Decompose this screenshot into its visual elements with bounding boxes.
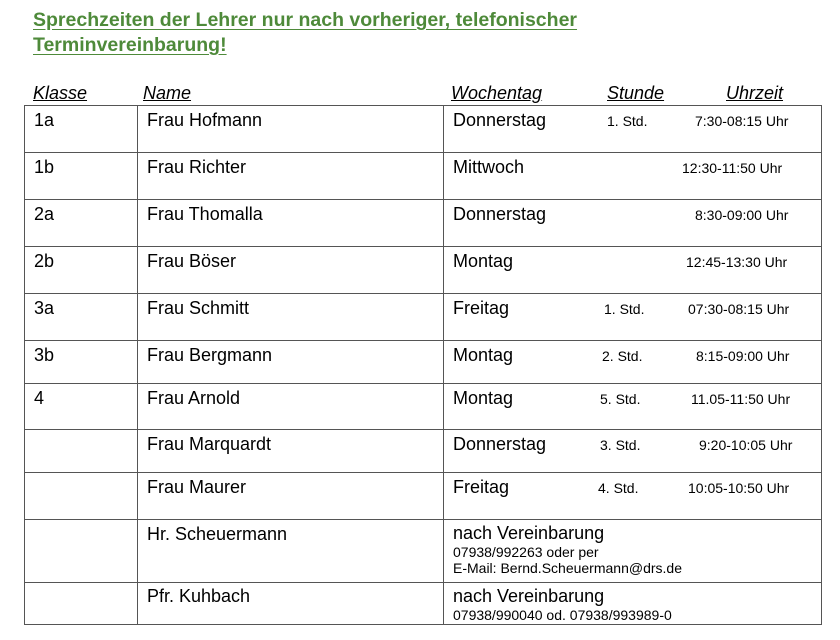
name-cell: Frau Richter bbox=[147, 157, 247, 177]
wochentag-cell: Donnerstag bbox=[453, 110, 547, 130]
contact-line-2: 07938/992263 oder per bbox=[453, 544, 599, 560]
name-cell: Frau Maurer bbox=[147, 477, 247, 497]
name-cell: Frau Hofmann bbox=[147, 110, 263, 130]
klasse-cell: 1b bbox=[34, 157, 55, 177]
title-line-1: Sprechzeiten der Lehrer nur nach vorheriger, telefonischer bbox=[33, 9, 578, 31]
name-cell: Hr. Scheuermann bbox=[147, 524, 288, 544]
stunde-cell: 3. Std. bbox=[600, 437, 641, 453]
klasse-cell: 4 bbox=[34, 388, 45, 408]
klasse-cell: 3a bbox=[34, 298, 55, 318]
header-uhrzeit: Uhrzeit bbox=[726, 83, 784, 103]
klasse-cell: 1a bbox=[34, 110, 55, 130]
name-cell: Pfr. Kuhbach bbox=[147, 586, 251, 606]
wochentag-cell: Montag bbox=[453, 251, 514, 271]
table-row bbox=[25, 430, 822, 473]
uhrzeit-cell: 8:15-09:00 Uhr bbox=[696, 348, 790, 364]
uhrzeit-cell: 7:30-08:15 Uhr bbox=[695, 113, 789, 129]
table-row bbox=[25, 341, 822, 384]
header-stunde: Stunde bbox=[607, 83, 665, 103]
contact-note bbox=[453, 585, 672, 623]
table-row bbox=[25, 473, 822, 520]
uhrzeit-cell: 10:05-10:50 Uhr bbox=[688, 480, 790, 496]
name-cell: Frau Marquardt bbox=[147, 434, 272, 454]
table-row bbox=[25, 106, 822, 153]
stunde-cell: 2. Std. bbox=[602, 348, 643, 364]
wochentag-cell: Mittwoch bbox=[453, 157, 525, 177]
header-klasse: Klasse bbox=[33, 83, 88, 103]
uhrzeit-cell: 9:20-10:05 Uhr bbox=[699, 437, 793, 453]
table-row bbox=[25, 520, 822, 583]
wochentag-cell: Montag bbox=[453, 345, 514, 365]
klasse-cell: 2b bbox=[34, 251, 55, 271]
contact-line-2: 07938/990040 od. 07938/993989-0 bbox=[453, 607, 672, 623]
name-cell: Frau Arnold bbox=[147, 388, 241, 408]
header-name: Name bbox=[143, 83, 192, 103]
contact-email: E-Mail: Bernd.Scheuermann@drs.de bbox=[453, 560, 682, 576]
table-row bbox=[25, 200, 822, 247]
header-wochentag: Wochentag bbox=[451, 83, 543, 103]
uhrzeit-cell: 12:30-11:50 Uhr bbox=[682, 160, 783, 176]
page-title bbox=[33, 8, 577, 58]
name-cell: Frau Schmitt bbox=[147, 298, 250, 318]
wochentag-cell: Freitag bbox=[453, 477, 510, 497]
table-row bbox=[25, 153, 822, 200]
office-hours-table bbox=[24, 105, 822, 625]
wochentag-cell: Donnerstag bbox=[453, 204, 547, 224]
table-row bbox=[25, 384, 822, 430]
uhrzeit-cell: 07:30-08:15 Uhr bbox=[688, 301, 790, 317]
stunde-cell: 1. Std. bbox=[604, 301, 645, 317]
contact-note bbox=[453, 522, 682, 576]
stunde-cell: 4. Std. bbox=[598, 480, 639, 496]
stunde-cell: 1. Std. bbox=[607, 113, 648, 129]
contact-line-1: nach Vereinbarung bbox=[453, 523, 605, 543]
contact-line-1: nach Vereinbarung bbox=[453, 586, 605, 606]
klasse-cell: 2a bbox=[34, 204, 55, 224]
name-cell: Frau Thomalla bbox=[147, 204, 263, 224]
name-cell: Frau Bergmann bbox=[147, 345, 273, 365]
wochentag-cell: Freitag bbox=[453, 298, 510, 318]
table-row bbox=[25, 247, 822, 294]
klasse-cell: 3b bbox=[34, 345, 55, 365]
uhrzeit-cell: 12:45-13:30 Uhr bbox=[686, 254, 788, 270]
table-row bbox=[25, 583, 822, 625]
wochentag-cell: Donnerstag bbox=[453, 434, 547, 454]
name-cell: Frau Böser bbox=[147, 251, 237, 271]
stunde-cell: 5. Std. bbox=[600, 391, 641, 407]
table-row bbox=[25, 294, 822, 341]
wochentag-cell: Montag bbox=[453, 388, 514, 408]
uhrzeit-cell: 11.05-11:50 Uhr bbox=[691, 391, 791, 407]
uhrzeit-cell: 8:30-09:00 Uhr bbox=[695, 207, 789, 223]
title-line-2: Terminvereinbarung! bbox=[33, 34, 227, 56]
